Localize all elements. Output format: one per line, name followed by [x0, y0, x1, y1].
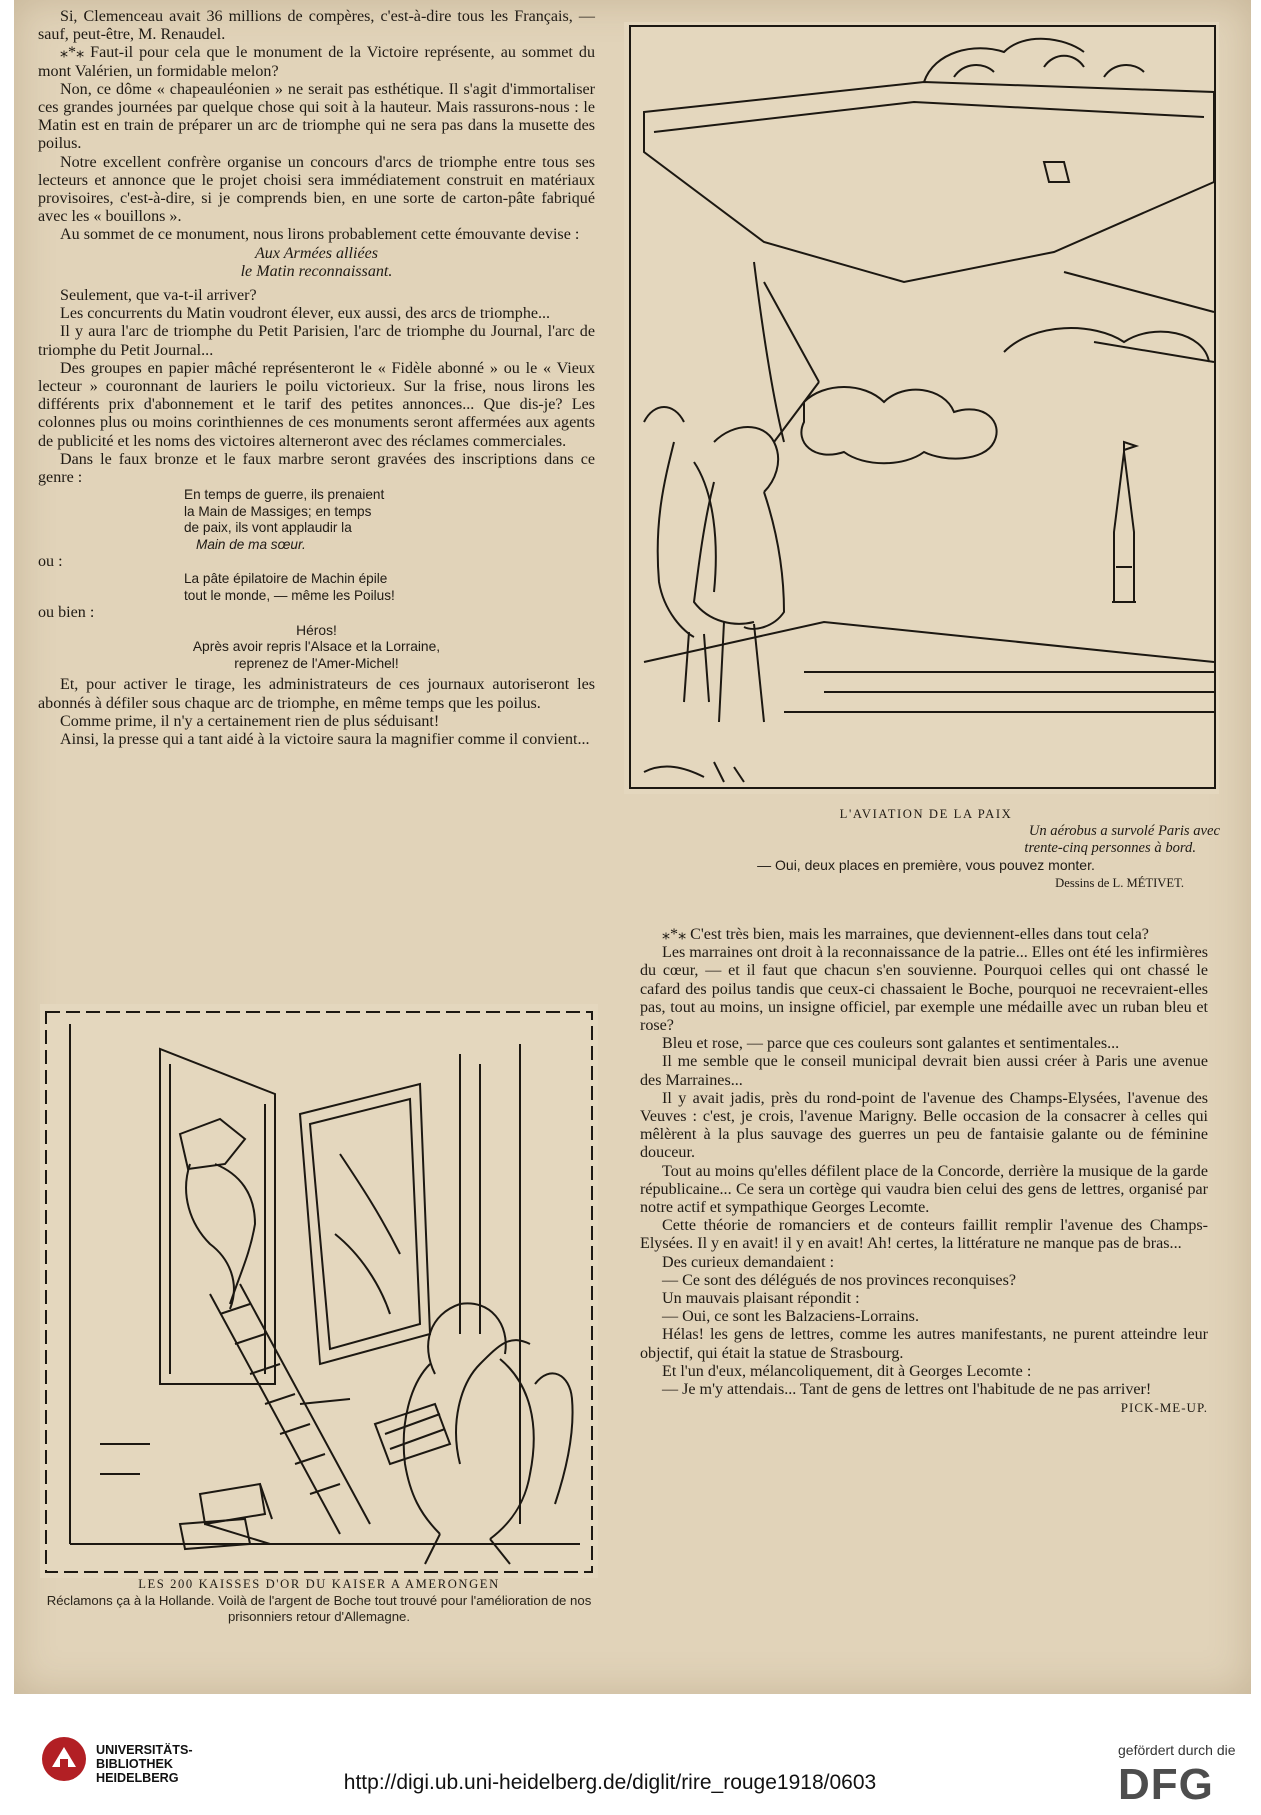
source-url[interactable]: http://digi.ub.uni-heidelberg.de/diglit/rire_rouge1918/0603 [343, 1771, 877, 1794]
library-line: BIBLIOTHEK [96, 1757, 173, 1771]
paragraph: Un mauvais plaisant répondit : [662, 1290, 860, 1308]
paragraph: — Ce sont des délégués de nos provinces reconquises? [662, 1271, 1016, 1289]
paragraph: Bleu et rose, — parce que ces couleurs sont galantes et sentimentales... [662, 1035, 1120, 1053]
inscription-line: Main de ma sœur. [196, 536, 306, 552]
footer-bar [0, 1694, 1261, 1815]
right-column-text [640, 926, 1208, 1417]
caption-title: L'AVIATION DE LA PAIX [839, 807, 1013, 821]
right-illustration-caption [632, 805, 1220, 908]
left-illustration-caption [40, 1575, 598, 1624]
inscription-line: reprenez de l'Amer-Michel! [234, 655, 399, 671]
inscription-line: la Main de Massiges; en temps [184, 503, 372, 519]
paragraph: Au sommet de ce monument, nous lirons probablement cette émouvante devise : [60, 226, 580, 244]
library-line: HEIDELBERG [96, 1771, 179, 1785]
paragraph: ⁎*⁎ Faut-il pour cela que le monument de la Victoire représente, au sommet du mont Valérien, un formidable melon? [38, 44, 595, 80]
paragraph: — Je m'y attendais... Tant de gens de lettres ont l'habitude de ne pas arriver! [662, 1381, 1152, 1399]
library-line: UNIVERSITÄTS- [96, 1743, 193, 1757]
left-column-text [38, 8, 595, 749]
devise-line: Aux Armées alliées [254, 244, 379, 262]
funding-text: gefördert durch die [1118, 1742, 1236, 1758]
caption-text: Réclamons ça à la Hollande. Voilà de l'argent de Boche tout trouvé pour l'amélioration de nos prisonniers retour d'Allemagne. [46, 1593, 592, 1624]
article-signature: PICK-ME-UP. [1120, 1400, 1208, 1416]
paragraph: — Oui, ce sont les Balzaciens-Lorrains. [662, 1308, 919, 1326]
paragraph: Il y aura l'arc de triomphe du Petit Parisien, l'arc de triomphe du Journal, l'arc de triomphe du Petit Journal... [38, 323, 595, 359]
paragraph: Notre excellent confrère organise un concours d'arcs de triomphe entre tous ses lecteurs et annonce que le projet choisi sera immédiatement construit en matériaux provisoires, c'est-à-dire, si je comprends bien, en une sorte de carton-pâte fabriqué avec les « bouillons ». [38, 153, 595, 226]
illustration-kaiser-chests [40, 1004, 598, 1578]
paragraph: Non, ce dôme « chapeauléonien » ne serait pas esthétique. Il s'agit d'immortaliser ces grandes journées par quelque chose qui soit à la hauteur. Mais rassurons-nous : le Matin est en train de préparer un arc de triomphe qui ne sera pas dans la musette des poilus. [38, 80, 595, 153]
paragraph: Et, pour activer le tirage, les administrateurs de ces journaux autoriseront les abonnés à défiler sous chaque arc de triomphe, en même temps que les poilus. [38, 676, 595, 712]
caption-subtitle: trente-cinq personnes à bord. [1024, 840, 1196, 857]
devise-line: le Matin reconnaissant. [240, 262, 393, 280]
paragraph: Tout au moins qu'elles défilent place de la Concorde, derrière la musique de la garde républicaine... Ce sera un cortège qui vaudra bien celui des gens de lettres, organisé par notre actif et sympathique Georges Lecomte. [640, 1162, 1208, 1217]
paragraph: Dans le faux bronze et le faux marbre seront gravées des inscriptions dans ce genre : [38, 450, 595, 487]
kaiser-chests-drawing [40, 1004, 598, 1578]
aviation-drawing [624, 22, 1219, 794]
paragraph: ⁎*⁎ C'est très bien, mais les marraines, que deviennent-elles dans tout cela? [662, 926, 1149, 943]
paragraph: Si, Clemenceau avait 36 millions de compères, c'est-à-dire tous les Français, — sauf, peut-être, M. Renaudel. [38, 8, 595, 44]
dfg-logo: DFG [1118, 1760, 1214, 1809]
inscription-line: de paix, ils vont applaudir la [184, 520, 352, 536]
paragraph: Ainsi, la presse qui a tant aidé à la victoire saura la magnifier comme il convient... [60, 731, 590, 749]
paragraph: Hélas! les gens de lettres, comme les autres manifestants, ne purent atteindre leur objectif, qui était la statue de Strasbourg. [640, 1326, 1208, 1362]
caption-subtitle: Un aérobus a survolé Paris avec [1028, 823, 1220, 840]
ou-label: ou : [38, 553, 63, 571]
illustration-credit: Dessins de L. MÉTIVET. [1055, 875, 1184, 890]
inscription-line: Héros! [296, 622, 337, 638]
paragraph: Des curieux demandaient : [662, 1253, 835, 1271]
paragraph: Et l'un d'eux, mélancoliquement, dit à Georges Lecomte : [662, 1362, 1032, 1380]
ou-bien-label: ou bien : [38, 604, 95, 622]
paragraph: Comme prime, il n'y a certainement rien de plus séduisant! [60, 712, 440, 730]
inscription-line: En temps de guerre, ils prenaient [184, 487, 385, 503]
university-seal-icon [40, 1735, 88, 1783]
caption-dialog: — Oui, deux places en première, vous pouvez monter. [757, 857, 1095, 874]
paragraph: Seulement, que va-t-il arriver? [60, 287, 257, 305]
caption-title: LES 200 KAISSES D'OR DU KAISER A AMERONGEN [138, 1577, 500, 1591]
illustration-aviation-de-la-paix [624, 22, 1219, 794]
library-name [96, 1743, 193, 1785]
paragraph: Cette théorie de romanciers et de conteurs faillit remplir l'avenue des Champs-Elysées. Il y en avait! il y en avait! Ah! certes, la littérature ne manque pas de bras... [640, 1217, 1208, 1253]
paragraph: Les concurrents du Matin voudront élever, eux aussi, des arcs de triomphe... [60, 305, 551, 323]
inscription-line: Après avoir repris l'Alsace et la Lorraine, [192, 639, 441, 655]
paragraph: Il me semble que le conseil municipal devrait bien aussi créer à Paris une avenue des Marraines... [640, 1053, 1208, 1089]
inscription-line: La pâte épilatoire de Machin épile [184, 571, 388, 587]
paragraph: Des groupes en papier mâché représenteront le « Fidèle abonné » ou le « Vieux lecteur » couronnant de lauriers le poilu victorieux. Sur la frise, nous lirons les différents prix d'abonnement et le tarif des petites annonces... Que dis-je? Les colonnes plus ou moins corinthiennes de ces monuments seront affermées aux agents de publicité et les noms des victoires alterneront avec des réclames commerciales. [38, 359, 595, 450]
paragraph: Les marraines ont droit à la reconnaissance de la patrie... Elles ont été les infirmières du cœur, — et il faut que chacun s'en souvienne. Pourquoi celles qui ont chassé le cafard des poilus tandis que ceux-ci chassaient le Boche, pourquoi ne recevraient-elles pas, tout au moins, un insigne officiel, par exemple une médaille avec un ruban bleu et rose? [640, 944, 1208, 1035]
paragraph: Il y avait jadis, près du rond-point de l'avenue des Champs-Elysées, l'avenue des Veuves : c'est, je crois, l'avenue Marigny. Belle occasion de la consacrer à celles qui mêlèrent à la plus sauvage des guerres un peu de fantaisie galante ou de féminine douceur. [640, 1089, 1208, 1162]
inscription-line: tout le monde, — même les Poilus! [184, 587, 395, 603]
